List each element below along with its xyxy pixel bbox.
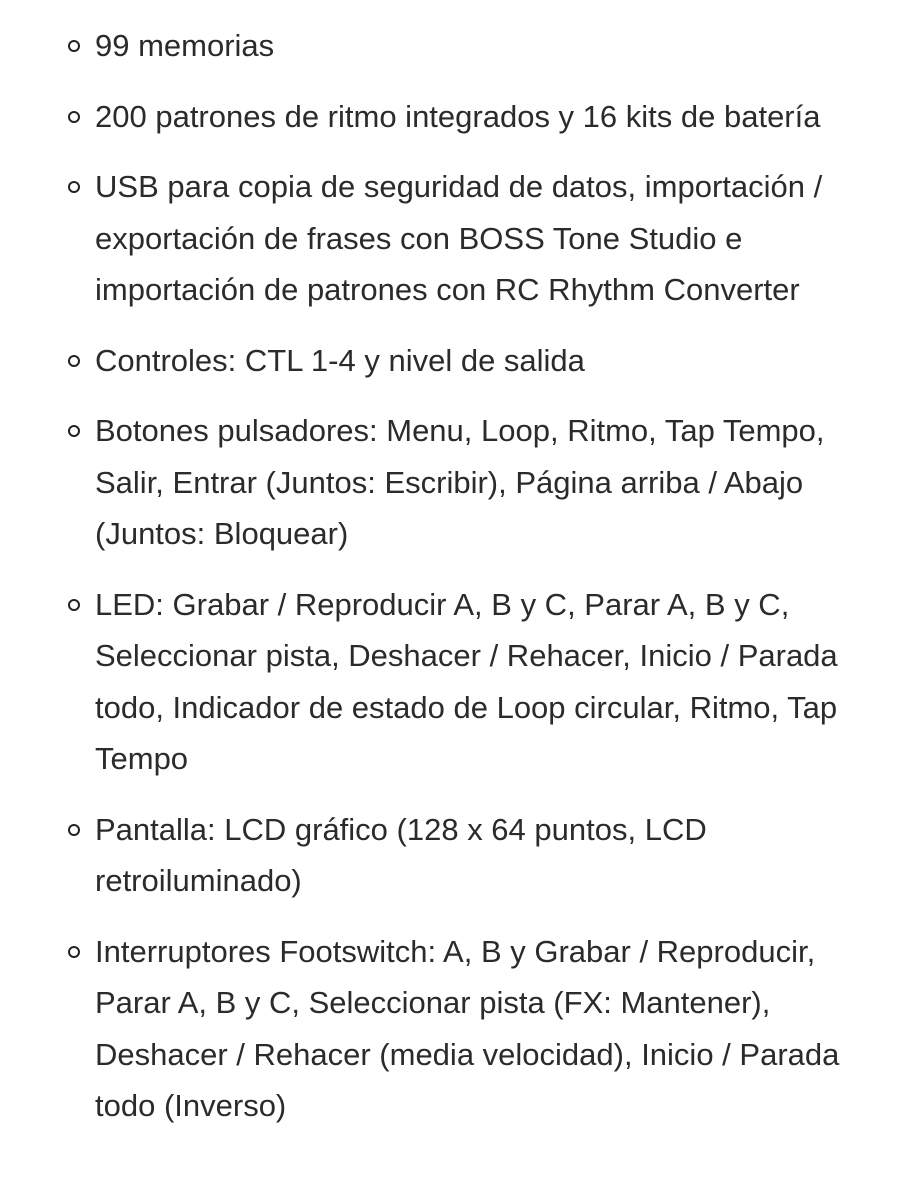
list-item-push-buttons [0,405,904,560]
spec-list [0,20,904,1132]
list-item-usb [0,161,904,316]
circle-bullet-icon [68,355,80,367]
list-item-memories [0,20,904,72]
circle-bullet-icon [68,824,80,836]
list-item-display [0,804,904,907]
list-item-text: Pantalla: LCD gráfico (128 x 64 puntos, LCD retroiluminado) [95,811,707,898]
list-item-controls [0,335,904,387]
list-item-text: 99 memorias [95,28,275,63]
circle-bullet-icon [68,111,80,123]
circle-bullet-icon [68,599,80,611]
list-item-text: Botones pulsadores: Menu, Loop, Ritmo, Tap Tempo, Salir, Entrar (Juntos: Escribir), Página arriba / Abajo (Juntos: Bloquear) [95,413,825,551]
list-item-text: USB para copia de seguridad de datos, importación / exportación de frases con BOSS Tone Studio e importación de patrones con RC Rhythm Converter [95,169,823,307]
circle-bullet-icon [68,181,80,193]
list-item-text: Interruptores Footswitch: A, B y Grabar / Reproducir, Parar A, B y C, Seleccionar pista (FX: Mantener), Deshacer / Rehacer (media velocidad), Inicio / Parada todo (Inverso) [95,933,840,1123]
circle-bullet-icon [68,425,80,437]
circle-bullet-icon [68,40,80,52]
list-item-led [0,579,904,785]
circle-bullet-icon [68,946,80,958]
list-item-text: 200 patrones de ritmo integrados y 16 kits de batería [95,98,821,134]
list-item-rhythm-patterns [0,91,904,143]
list-item-footswitches [0,926,904,1132]
list-item-text: LED: Grabar / Reproducir A, B y C, Parar A, B y C, Seleccionar pista, Deshacer / Rehacer, Inicio / Parada todo, Indicador de estado de Loop circular, Ritmo, Tap Tempo [95,586,838,776]
list-item-text: Controles: CTL 1-4 y nivel de salida [95,342,585,378]
